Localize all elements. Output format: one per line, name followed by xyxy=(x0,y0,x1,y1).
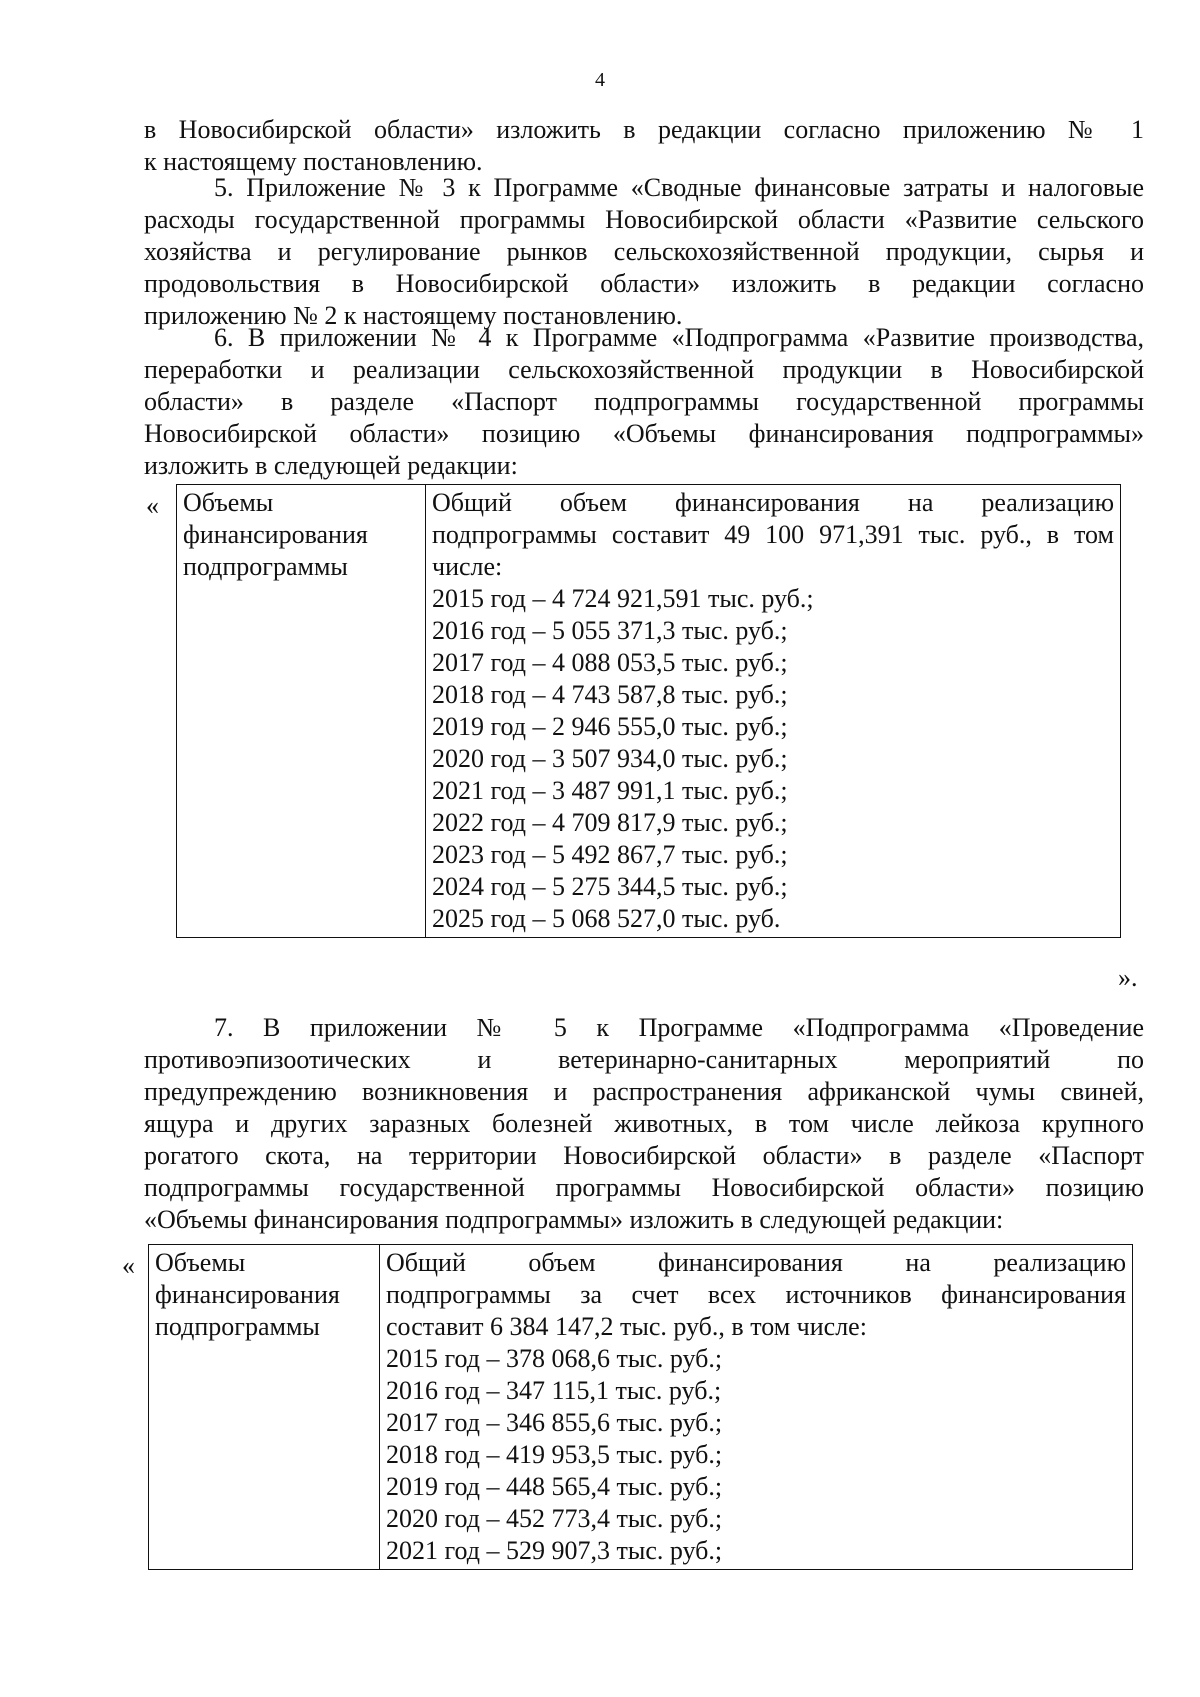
text-line: финансирования xyxy=(183,520,368,549)
text-line: переработки и реализации сельскохозяйственной продукции в Новосибирской xyxy=(144,355,1144,384)
financing-table-1 xyxy=(176,484,1121,938)
financing-table-2 xyxy=(148,1244,1133,1570)
text-line: Общий объем финансирования на реализацию xyxy=(386,1248,1126,1277)
text-line: «Объемы финансирования подпрограммы» изложить в следующей редакции: xyxy=(144,1205,1004,1234)
text-line: финансирования xyxy=(155,1280,340,1309)
year-line: 2023 год – 5 492 867,7 тыс. руб.; xyxy=(432,840,788,869)
year-line: 2018 год – 419 953,5 тыс. руб.; xyxy=(386,1440,723,1469)
text-line: приложению № 2 к настоящему постановлению. xyxy=(144,301,683,330)
year-line: 2020 год – 452 773,4 тыс. руб.; xyxy=(386,1504,723,1533)
year-line: 2021 год – 3 487 991,1 тыс. руб.; xyxy=(432,776,788,805)
text-line: области» в разделе «Паспорт подпрограммы государственной программы xyxy=(144,387,1144,416)
paragraph-7 xyxy=(144,1012,1144,1236)
year-line: 2022 год – 4 709 817,9 тыс. руб.; xyxy=(432,808,788,837)
text-line: ящура и других заразных болезней животных, в том числе лейкоза крупного xyxy=(144,1109,1144,1138)
text-line: подпрограммы составит 49 100 971,391 тыс. руб., в том xyxy=(432,520,1114,549)
text-line: продовольствия в Новосибирской области» изложить в редакции согласно xyxy=(144,269,1144,298)
text-line: в Новосибирской области» изложить в редакции согласно приложению № 1 xyxy=(144,115,1144,144)
financing-label-cell xyxy=(149,1245,380,1570)
year-line: 2016 год – 5 055 371,3 тыс. руб.; xyxy=(432,616,788,645)
year-line: 2020 год – 3 507 934,0 тыс. руб.; xyxy=(432,744,788,773)
text-line: Объемы xyxy=(183,488,274,517)
text-line: 6. В приложении № 4 к Программе «Подпрограмма «Развитие производства, xyxy=(214,323,1144,352)
text-line: изложить в следующей редакции: xyxy=(144,451,518,480)
paragraph-5 xyxy=(144,172,1144,332)
paragraph-intro xyxy=(144,114,1144,178)
open-quote: « xyxy=(122,1251,135,1280)
text-line: подпрограммы xyxy=(155,1312,320,1341)
text-line: 5. Приложение № 3 к Программе «Сводные финансовые затраты и налоговые xyxy=(214,173,1144,202)
text-line: Общий объем финансирования на реализацию xyxy=(432,488,1114,517)
year-line: 2025 год – 5 068 527,0 тыс. руб. xyxy=(432,904,781,933)
open-quote: « xyxy=(146,491,159,520)
text-line: Новосибирской области» позицию «Объемы финансирования подпрограммы» xyxy=(144,419,1144,448)
text-line: числе: xyxy=(432,552,503,581)
text-line: подпрограммы за счет всех источников финансирования xyxy=(386,1280,1126,1309)
text-line: подпрограммы xyxy=(183,552,348,581)
financing-values-cell xyxy=(426,485,1121,938)
text-line: рогатого скота, на территории Новосибирской области» в разделе «Паспорт xyxy=(144,1141,1144,1170)
text-line: хозяйства и регулирование рынков сельскохозяйственной продукции, сырья и xyxy=(144,237,1144,266)
page-number: 4 xyxy=(595,69,605,91)
year-line: 2017 год – 4 088 053,5 тыс. руб.; xyxy=(432,648,788,677)
text-line: противоэпизоотических и ветеринарно-санитарных мероприятий по xyxy=(144,1045,1144,1074)
text-line: Объемы xyxy=(155,1248,246,1277)
close-quote: ». xyxy=(1118,963,1138,992)
text-line: расходы государственной программы Новосибирской области «Развитие сельского xyxy=(144,205,1144,234)
year-line: 2019 год – 2 946 555,0 тыс. руб.; xyxy=(432,712,788,741)
year-line: 2015 год – 378 068,6 тыс. руб.; xyxy=(386,1344,723,1373)
year-line: 2016 год – 347 115,1 тыс. руб.; xyxy=(386,1376,722,1405)
year-line: 2019 год – 448 565,4 тыс. руб.; xyxy=(386,1472,723,1501)
text-line: предупреждению возникновения и распространения африканской чумы свиней, xyxy=(144,1077,1144,1106)
financing-values-cell xyxy=(380,1245,1133,1570)
year-line: 2024 год – 5 275 344,5 тыс. руб.; xyxy=(432,872,788,901)
text-line: составит 6 384 147,2 тыс. руб., в том числе: xyxy=(386,1312,867,1341)
paragraph-6 xyxy=(144,322,1144,482)
text-line: подпрограммы государственной программы Новосибирской области» позицию xyxy=(144,1173,1144,1202)
financing-label-cell xyxy=(177,485,426,938)
year-line: 2018 год – 4 743 587,8 тыс. руб.; xyxy=(432,680,788,709)
text-line: к настоящему постановлению. xyxy=(144,147,483,176)
text-line: 7. В приложении № 5 к Программе «Подпрограмма «Проведение xyxy=(214,1013,1144,1042)
year-line: 2015 год – 4 724 921,591 тыс. руб.; xyxy=(432,584,814,613)
year-line: 2021 год – 529 907,3 тыс. руб.; xyxy=(386,1536,723,1565)
year-line: 2017 год – 346 855,6 тыс. руб.; xyxy=(386,1408,723,1437)
